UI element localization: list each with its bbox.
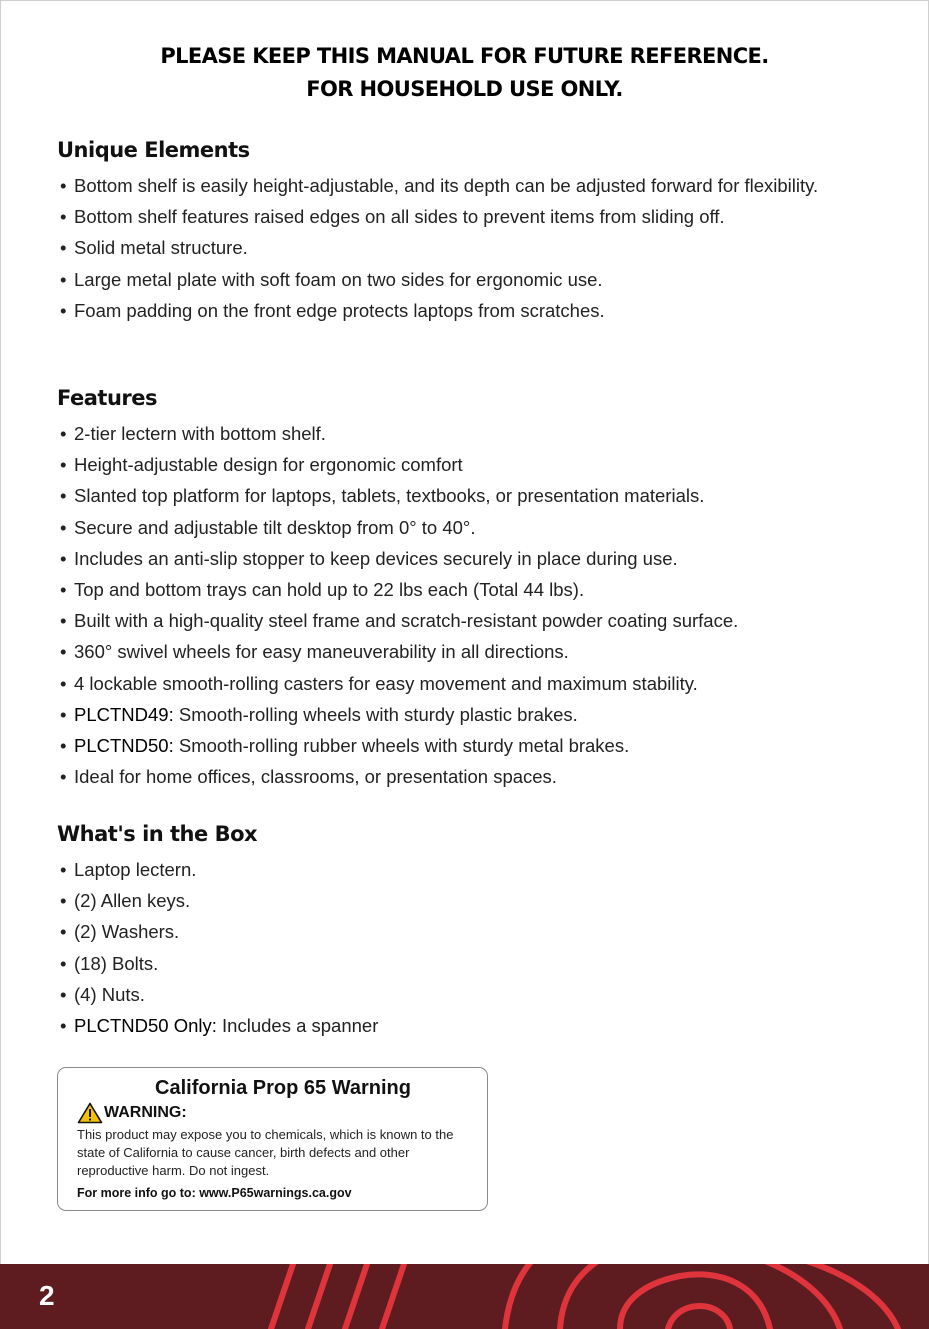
- list-item: • Solid metal structure.: [57, 232, 857, 263]
- model-label: PLCTND50:: [74, 735, 174, 757]
- list-item: • Large metal plate with soft foam on two sides for ergonomic use.: [57, 264, 857, 295]
- model-description: Smooth-rolling wheels with sturdy plastic brakes.: [173, 703, 578, 725]
- model-description: Includes a spanner: [216, 1015, 379, 1037]
- warning-triangle-icon: [77, 1102, 103, 1124]
- list-item: • Ideal for home offices, classrooms, or presentation spaces.: [57, 761, 857, 792]
- list-item: • Includes an anti-slip stopper to keep devices securely in place during use.: [57, 543, 857, 574]
- list-item: • (18) Bolts.: [57, 948, 857, 979]
- in-the-box-list: [57, 854, 857, 1041]
- warning-info-link: For more info go to: www.P65warnings.ca.gov: [77, 1186, 352, 1200]
- header-line-1: PLEASE KEEP THIS MANUAL FOR FUTURE REFERENCE.: [160, 44, 769, 68]
- unique-elements-list: [57, 170, 857, 326]
- page-footer: [0, 1264, 929, 1329]
- model-label: PLCTND50 Only:: [74, 1015, 217, 1037]
- in-the-box-section: [57, 820, 857, 1041]
- section-title: Unique Elements: [57, 138, 250, 162]
- model-description: Smooth-rolling rubber wheels with sturdy metal brakes.: [173, 735, 630, 757]
- list-item: • Slanted top platform for laptops, tablets, textbooks, or presentation materials.: [57, 480, 857, 511]
- list-item-spanner: [57, 1010, 857, 1041]
- list-item: • Secure and adjustable tilt desktop from 0° to 40°.: [57, 512, 857, 543]
- list-item: • 2-tier lectern with bottom shelf.: [57, 418, 857, 449]
- page-number: 2: [39, 1280, 55, 1311]
- list-item: • Bottom shelf features raised edges on all sides to prevent items from sliding off.: [57, 201, 857, 232]
- list-item: • (2) Washers.: [57, 916, 857, 947]
- model-label: PLCTND49:: [74, 703, 174, 725]
- features-list: [57, 418, 857, 792]
- list-item-plctnd49: [57, 699, 857, 730]
- list-item: • (4) Nuts.: [57, 979, 857, 1010]
- section-title: Features: [57, 386, 157, 410]
- list-item: • Top and bottom trays can hold up to 22 lbs each (Total 44 lbs).: [57, 574, 857, 605]
- prop65-warning-box: [57, 1067, 488, 1211]
- list-item: • Height-adjustable design for ergonomic comfort: [57, 449, 857, 480]
- unique-elements-section: [57, 136, 857, 326]
- footer-stripes-graphic: [0, 1264, 929, 1329]
- list-item: • 4 lockable smooth-rolling casters for easy movement and maximum stability.: [57, 668, 857, 699]
- list-item: • Built with a high-quality steel frame and scratch-resistant powder coating surface.: [57, 605, 857, 636]
- warning-text: This product may expose you to chemicals, which is known to the state of California to cause cancer, birth defects and other reproductive harm. Do not ingest.: [77, 1127, 454, 1178]
- warning-title: California Prop 65 Warning: [155, 1077, 411, 1099]
- warning-label: WARNING:: [104, 1104, 187, 1121]
- section-title: What's in the Box: [57, 822, 258, 846]
- manual-header: [0, 40, 929, 106]
- list-item: • Foam padding on the front edge protects laptops from scratches.: [57, 295, 857, 326]
- features-section: [57, 384, 857, 792]
- list-item-plctnd50: [57, 730, 857, 761]
- list-item: • Laptop lectern.: [57, 854, 857, 885]
- list-item: • (2) Allen keys.: [57, 885, 857, 916]
- header-line-2: FOR HOUSEHOLD USE ONLY.: [306, 77, 623, 101]
- list-item: • 360° swivel wheels for easy maneuverability in all directions.: [57, 636, 857, 667]
- warning-label-row: [77, 1102, 469, 1124]
- list-item: • Bottom shelf is easily height-adjustable, and its depth can be adjusted forward for flexibility.: [57, 170, 857, 201]
